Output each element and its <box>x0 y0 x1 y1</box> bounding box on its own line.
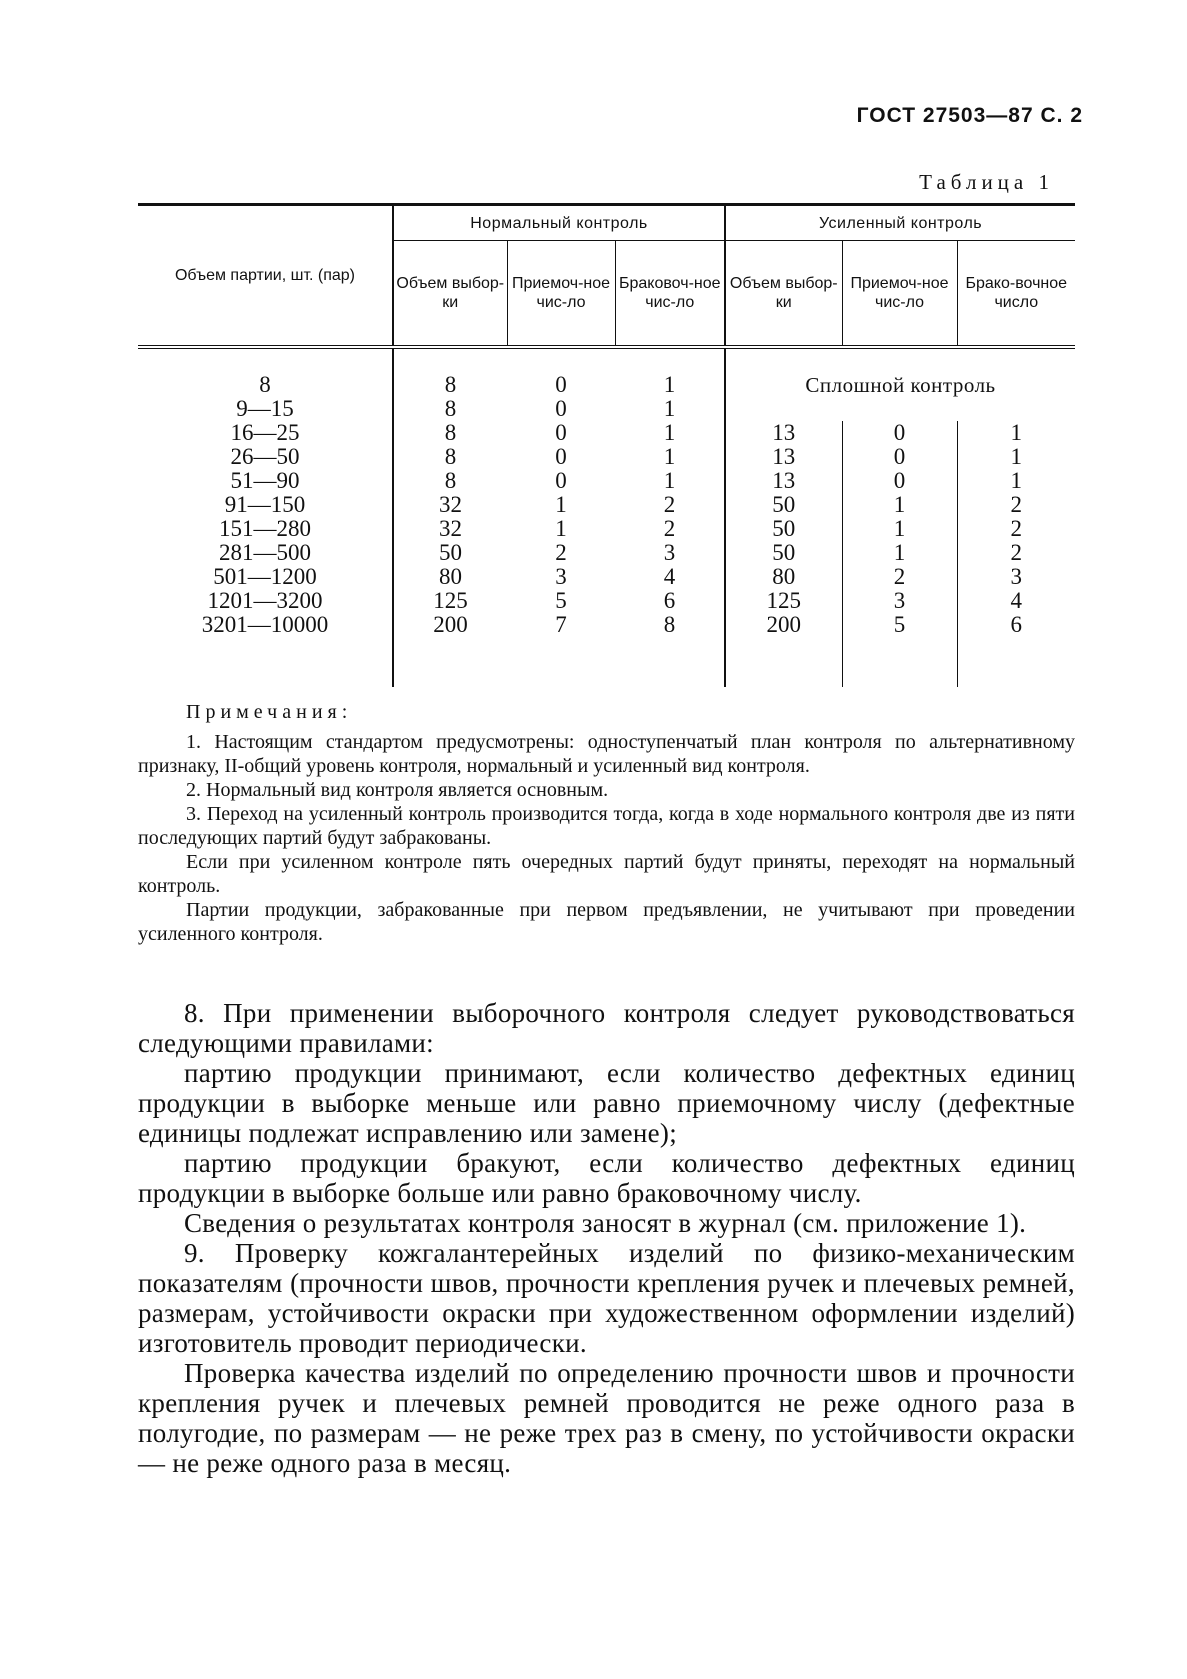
tightened-rejection-cell: 6 <box>957 613 1075 687</box>
normal-rejection-cell: 6 <box>663 588 676 613</box>
normal-sample-cell: 50 <box>393 541 507 565</box>
lot-size-cell: 16—25 <box>138 421 393 445</box>
body-paragraph: 8. При применении выборочного контроля следует руководствоваться следующими правилами: <box>138 998 1075 1058</box>
normal-sample-cell: 8 <box>393 421 507 445</box>
lot-size-cell: 151—280 <box>138 517 393 541</box>
normal-acceptance-cell: 0 <box>555 468 567 493</box>
lot-size-cell: 1201—3200 <box>138 589 393 613</box>
note-item: 3. Переход на усиленный контроль производится тогда, когда в ходе нормального контроля две из пяти последующих партий будут забракованы. <box>138 803 1075 849</box>
tightened-acceptance-cell: 5 <box>842 613 957 687</box>
normal-sample-cell: 8 <box>393 445 507 469</box>
body-paragraph: Проверка качества изделий по определению прочности швов и прочности крепления ручек и плечевых ремней проводится не реже одного раза в полугодие, по размерам — не реже трех раз в смену, по устойчивости окраски — не реже одного раза в месяц. <box>138 1358 1075 1478</box>
normal-rejection-cell: 4 <box>663 564 676 589</box>
body-paragraph: партию продукции принимают, если количество дефектных единиц продукции в выборке меньше или равно приемочному числу (дефектные единицы подлежат исправлению или замене); <box>138 1058 1075 1148</box>
lot-size-cell: 3201—10000 <box>138 613 393 687</box>
tightened-acceptance-cell: 2 <box>842 565 957 589</box>
normal-acceptance-cell: 0 <box>555 420 567 445</box>
normal-acceptance-cell: 1 <box>555 492 567 517</box>
table-row <box>138 445 1075 469</box>
normal-sample-size-header: Объем выбор-ки <box>393 241 507 348</box>
normal-rejection-header: Браковоч-ное чис-ло <box>615 241 725 348</box>
body-paragraph: Сведения о результатах контроля заносят в журнал (см. приложение 1). <box>184 1208 1027 1238</box>
tightened-rejection-header: Брако-вочное число <box>957 241 1075 348</box>
table-row <box>138 541 1075 565</box>
normal-acceptance-cell: 0 <box>555 396 567 421</box>
tightened-sample-cell: 80 <box>725 565 842 589</box>
table-body <box>138 347 1075 687</box>
normal-sample-cell: 125 <box>393 589 507 613</box>
normal-sample-cell: 8 <box>393 397 507 421</box>
tightened-acceptance-cell: 1 <box>842 493 957 517</box>
normal-rejection-cell: 1 <box>663 372 676 397</box>
table-notes <box>138 700 1075 946</box>
tightened-acceptance-header: Приемоч-ное чис-ло <box>842 241 957 348</box>
normal-acceptance-cell: 1 <box>555 516 567 541</box>
body-text <box>138 998 1075 1478</box>
normal-sample-cell: 200 <box>393 613 507 687</box>
notes-title: Примечания: <box>186 701 353 723</box>
normal-acceptance-header: Приемоч-ное чис-ло <box>507 241 615 348</box>
lot-size-cell: 8 <box>138 347 393 397</box>
table-row <box>138 589 1075 613</box>
lot-size-cell: 501—1200 <box>138 565 393 589</box>
normal-acceptance-cell: 2 <box>555 540 567 565</box>
tightened-acceptance-cell: 0 <box>842 469 957 493</box>
normal-rejection-cell: 2 <box>663 492 676 517</box>
body-paragraph: 9. Проверку кожгалантерейных изделий по физико-механическим показателям (прочности швов, прочности крепления ручек и плечевых ремней, размерам, устойчивости окраски при художественном оформлении изделий) изготовитель проводит периодически. <box>138 1238 1075 1358</box>
note-item: 2. Нормальный вид контроля является основным. <box>186 779 609 801</box>
table-row <box>138 347 1075 397</box>
normal-rejection-cell: 2 <box>663 516 676 541</box>
table-row <box>138 565 1075 589</box>
tightened-rejection-cell: 4 <box>957 589 1075 613</box>
tightened-acceptance-cell: 3 <box>842 589 957 613</box>
normal-sample-cell: 32 <box>393 517 507 541</box>
tightened-sample-cell: 13 <box>725 421 842 445</box>
tightened-rejection-cell: 3 <box>957 565 1075 589</box>
normal-rejection-cell: 1 <box>663 468 676 493</box>
note-item: Партии продукции, забракованные при первом предъявлении, не учитывают при проведении усиленного контроля. <box>138 899 1075 945</box>
full-control-cell: Сплошной контроль <box>725 347 1075 421</box>
normal-sample-cell: 32 <box>393 493 507 517</box>
tightened-rejection-cell: 1 <box>957 445 1075 469</box>
body-paragraph: партию продукции бракуют, если количество дефектных единиц продукции в выборке больше или равно браковочному числу. <box>138 1148 1075 1208</box>
lot-size-cell: 281—500 <box>138 541 393 565</box>
normal-rejection-cell: 1 <box>663 396 676 421</box>
tightened-sample-cell: 50 <box>725 517 842 541</box>
table-caption: Таблица 1 <box>919 170 1054 194</box>
tightened-rejection-cell: 1 <box>957 469 1075 493</box>
table-row <box>138 613 1075 687</box>
tightened-sample-cell: 125 <box>725 589 842 613</box>
table-row <box>138 469 1075 493</box>
tightened-rejection-cell: 2 <box>957 493 1075 517</box>
tightened-acceptance-cell: 0 <box>842 445 957 469</box>
normal-sample-cell: 8 <box>393 347 507 397</box>
normal-acceptance-cell: 0 <box>555 372 567 397</box>
tightened-sample-cell: 13 <box>725 445 842 469</box>
tightened-sample-cell: 50 <box>725 541 842 565</box>
normal-acceptance-cell: 5 <box>555 588 567 613</box>
normal-rejection-cell: 8 <box>663 612 676 637</box>
tightened-sample-cell: 13 <box>725 469 842 493</box>
sampling-table <box>138 203 1075 687</box>
tightened-acceptance-cell: 1 <box>842 517 957 541</box>
normal-control-header: Нормальный контроль <box>393 206 725 241</box>
lot-size-cell: 91—150 <box>138 493 393 517</box>
table-row <box>138 517 1075 541</box>
normal-rejection-cell: 1 <box>663 444 676 469</box>
tightened-rejection-cell: 2 <box>957 517 1075 541</box>
lot-size-cell: 26—50 <box>138 445 393 469</box>
tightened-rejection-cell: 2 <box>957 541 1075 565</box>
lot-size-header: Объем партии, шт. (пар) <box>138 206 393 347</box>
tightened-sample-cell: 50 <box>725 493 842 517</box>
normal-rejection-cell: 3 <box>663 540 676 565</box>
lot-size-cell: 9—15 <box>138 397 393 421</box>
note-item: 1. Настоящим стандартом предусмотрены: одноступенчатый план контроля по альтернативному признаку, II-общий уровень контроля, нормальный и усиленный вид контроля. <box>138 731 1075 777</box>
table-row <box>138 493 1075 517</box>
normal-rejection-cell: 1 <box>663 420 676 445</box>
tightened-acceptance-cell: 0 <box>842 421 957 445</box>
tightened-sample-cell: 200 <box>725 613 842 687</box>
normal-acceptance-cell: 7 <box>555 612 567 637</box>
page-header: ГОСТ 27503—87 С. 2 <box>856 104 1083 127</box>
tightened-rejection-cell: 1 <box>957 421 1075 445</box>
tightened-sample-size-header: Объем выбор-ки <box>725 241 842 348</box>
tightened-control-header: Усиленный контроль <box>725 206 1075 241</box>
normal-acceptance-cell: 0 <box>555 444 567 469</box>
lot-size-cell: 51—90 <box>138 469 393 493</box>
tightened-acceptance-cell: 1 <box>842 541 957 565</box>
normal-sample-cell: 8 <box>393 469 507 493</box>
table-row <box>138 421 1075 445</box>
note-item: Если при усиленном контроле пять очередных партий будут приняты, переходят на нормальный контроль. <box>138 851 1075 897</box>
normal-sample-cell: 80 <box>393 565 507 589</box>
normal-acceptance-cell: 3 <box>555 564 567 589</box>
